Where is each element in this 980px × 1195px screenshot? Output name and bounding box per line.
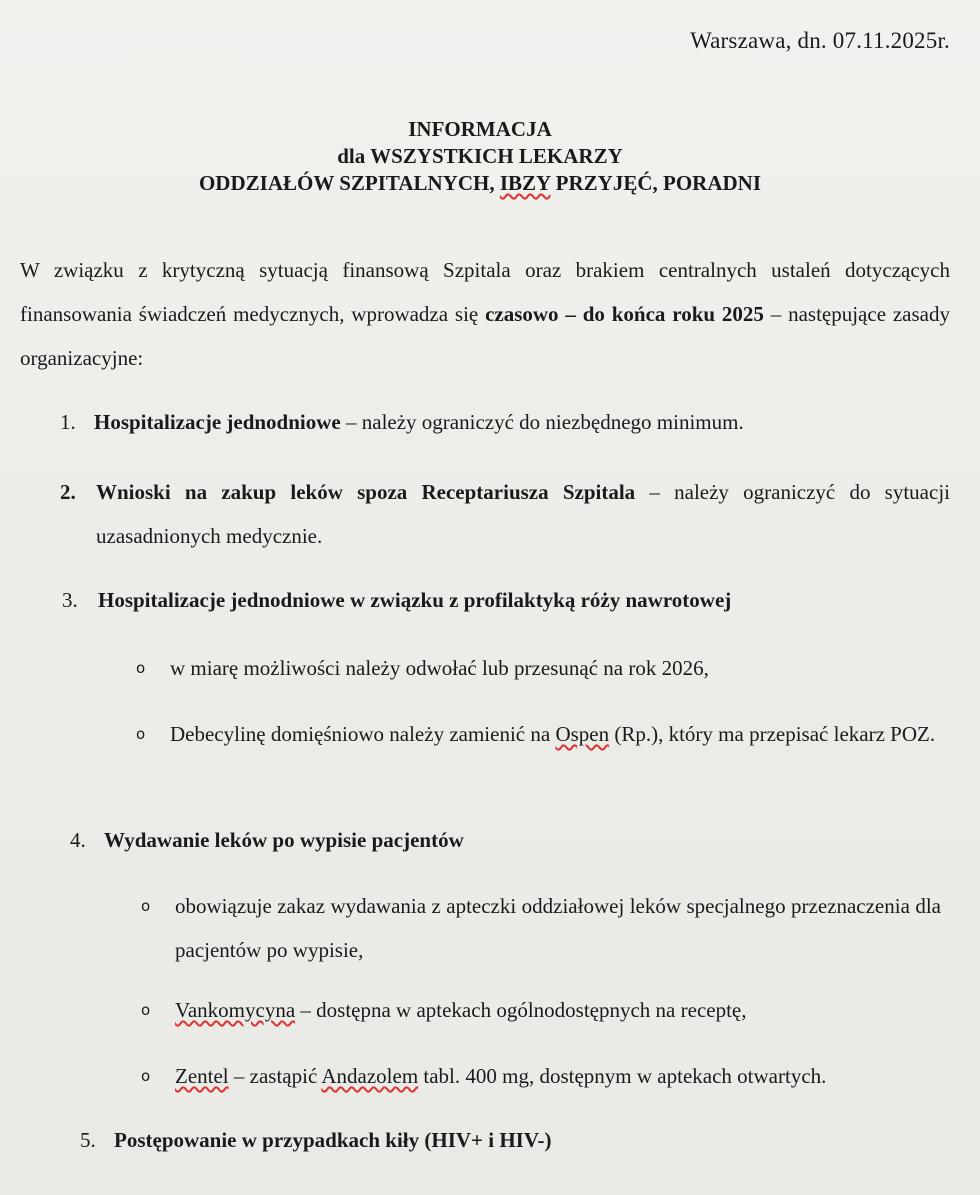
bullet-circle-icon: o (136, 659, 146, 677)
item-heading: Wnioski na zakup leków spoza Receptariusza Szpitala (96, 480, 636, 504)
item-text: – należy ograniczyć do niezbędnego minimum. (340, 410, 744, 434)
list-item-4 (70, 820, 940, 860)
bullet-marked-word: Ospen (555, 722, 610, 746)
item-body (96, 470, 950, 558)
intro-bold: czasowo – do końca roku 2025 (485, 302, 764, 326)
item-heading: Hospitalizacje jednodniowe w związku z profilaktyką róży nawrotowej (98, 588, 732, 612)
bullet-marked-word: Zentel (175, 1064, 229, 1088)
bullet-text-mid: – zastąpić (228, 1064, 322, 1088)
list-item-4-bullet-2 (141, 988, 945, 1032)
list-item-3-bullet-1 (136, 646, 940, 690)
item-heading: Wydawanie leków po wypisie pacjentów (104, 828, 464, 852)
item-number: 2. (60, 480, 76, 504)
bullet-text: w miarę możliwości należy odwołać lub przesunąć na rok 2026, (170, 656, 709, 680)
bullet-marked-word: Vankomycyna (175, 998, 296, 1022)
title-line-1: INFORMACJA (408, 117, 552, 141)
item-number: 4. (70, 828, 86, 852)
item-text: – należy ograniczyć do sytuacji uzasadnionych medycznie. (96, 480, 950, 548)
title-line-3-a: ODDZIAŁÓW SZPITALNYCH, (198, 171, 500, 195)
bullet-marked-word-2: Andazolem (321, 1064, 419, 1088)
intro-paragraph (20, 248, 950, 380)
bullet-circle-icon: o (141, 1067, 151, 1085)
list-item-1 (60, 402, 940, 442)
title-line-3 (0, 170, 960, 197)
list-item-3 (62, 580, 942, 620)
bullet-circle-icon: o (141, 897, 151, 915)
document-title (0, 116, 960, 197)
title-line-3-c: PRZYJĘĆ, PORADNI (550, 171, 762, 195)
list-item-2 (60, 470, 950, 558)
bullet-circle-icon: o (141, 1001, 151, 1019)
bullet-text-b: (Rp.), który ma przepisać lekarz POZ. (609, 722, 936, 746)
item-number: 3. (62, 588, 78, 612)
bullet-text-b: – dostępna w aptekach ogólnodostępnych na receptę, (295, 998, 747, 1022)
list-item-5 (80, 1120, 940, 1160)
list-item-4-bullet-1 (141, 884, 941, 972)
title-line-2: dla WSZYSTKICH LEKARZY (337, 144, 623, 168)
item-heading: Hospitalizacje jednodniowe (94, 410, 341, 434)
item-heading: Postępowanie w przypadkach kiły (HIV+ i HIV-) (114, 1128, 552, 1152)
title-line-3-marked: IBZY (499, 171, 551, 195)
bullet-text: obowiązuje zakaz wydawania z apteczki oddziałowej leków specjalnego przeznaczenia dla pacjentów po wypisie, (175, 894, 941, 962)
bullet-text-b: tabl. 400 mg, dostępnym w aptekach otwartych. (418, 1064, 827, 1088)
list-item-4-bullet-3 (141, 1054, 945, 1098)
item-number: 1. (60, 410, 76, 434)
bullet-text-a: Debecylinę domięśniowo należy zamienić na (170, 722, 556, 746)
item-number: 5. (80, 1128, 96, 1152)
intro-text-a: W związku z krytyczną sytuacją finansową Szpitala oraz brakiem centralnych ustaleń dotyczących finansowania świadczeń medycznych, wprowadza się (20, 258, 950, 326)
list-item-3-bullet-2 (136, 712, 942, 756)
date-line: Warszawa, dn. 07.11.2025r. (690, 28, 950, 53)
intro-text-b: – następujące zasady organizacyjne: (20, 302, 950, 370)
bullet-circle-icon: o (136, 725, 146, 743)
